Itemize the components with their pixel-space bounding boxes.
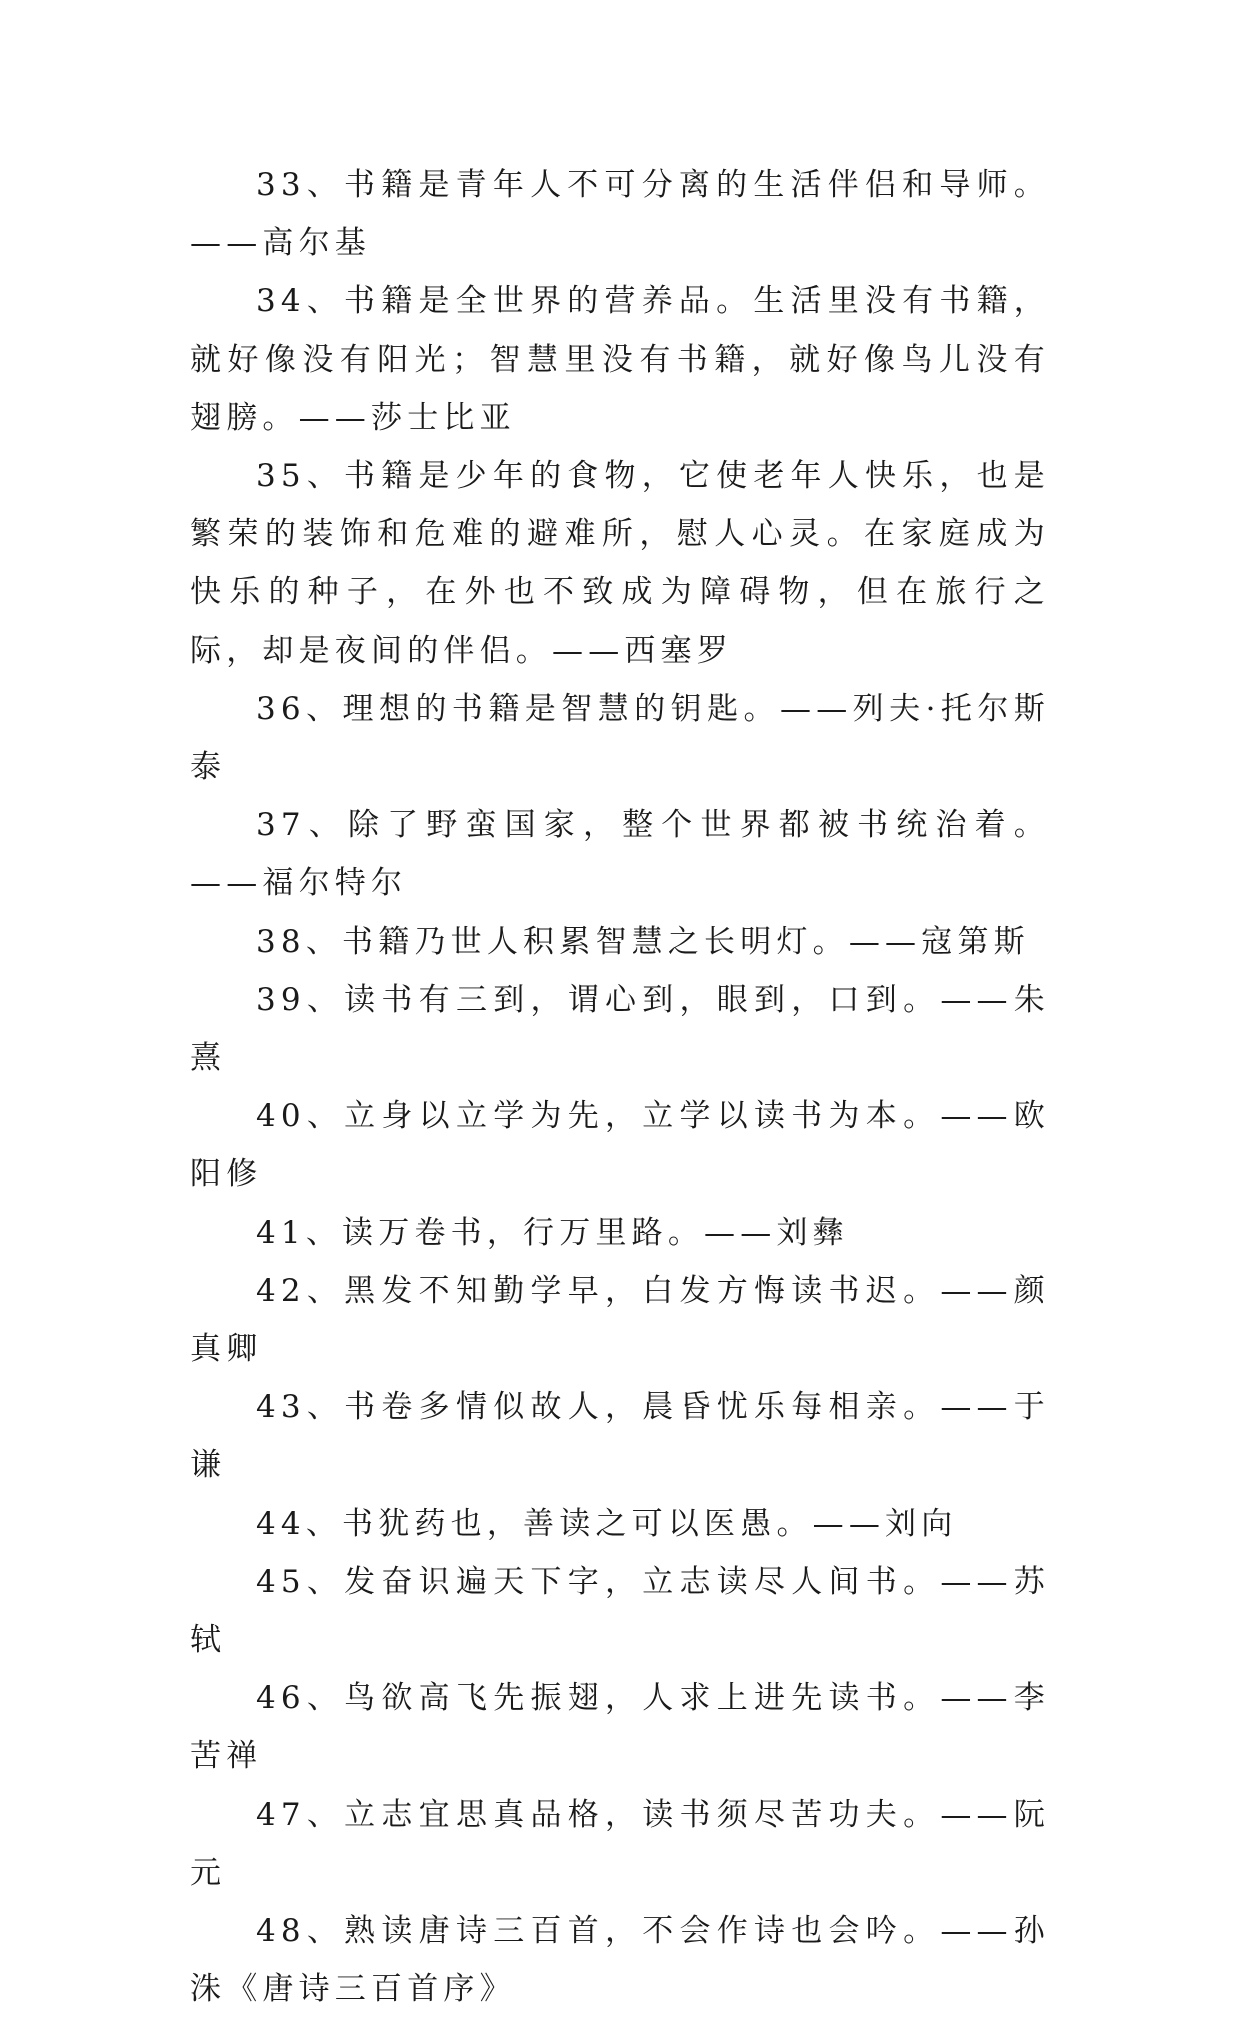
quote-40: 40、立身以立学为先，立学以读书为本。——欧阳修 bbox=[190, 1098, 1050, 1193]
quote-43: 43、书卷多情似故人，晨昏忧乐每相亲。——于谦 bbox=[190, 1389, 1050, 1484]
quote-39: 39、读书有三到，谓心到，眼到，口到。——朱熹 bbox=[190, 981, 1050, 1077]
document-page bbox=[190, 156, 1050, 2019]
quote-44: 44、书犹药也，善读之可以医愚。——刘向 bbox=[256, 1505, 958, 1542]
quote-45: 45、发奋识遍天下字，立志读尽人间书。——苏轼 bbox=[190, 1563, 1050, 1659]
quote-38: 38、书籍乃世人积累智慧之长明灯。——寇第斯 bbox=[256, 923, 1030, 960]
quote-46: 46、鸟欲高飞先振翅，人求上进先读书。——李苦禅 bbox=[190, 1680, 1050, 1775]
quote-41: 41、读万卷书，行万里路。——刘彝 bbox=[256, 1214, 849, 1251]
quote-37: 37、除了野蛮国家，整个世界都被书统治着。——福尔特尔 bbox=[190, 807, 1050, 902]
quote-47: 47、立志宜思真品格，读书须尽苦功夫。——阮元 bbox=[190, 1796, 1050, 1891]
quote-33: 33、书籍是青年人不可分离的生活伴侣和导师。——高尔基 bbox=[190, 167, 1050, 262]
quote-35: 35、书籍是少年的食物，它使老年人快乐，也是繁荣的装饰和危难的避难所，慰人心灵。在家庭成为快乐的种子，在外也不致成为障碍物，但在旅行之际，却是夜间的伴侣。——西塞罗 bbox=[190, 458, 1050, 669]
quote-48: 48、熟读唐诗三百首，不会作诗也会吟。——孙洙《唐诗三百首序》 bbox=[190, 1913, 1050, 2008]
quote-42: 42、黑发不知勤学早，白发方悔读书迟。——颜真卿 bbox=[190, 1272, 1050, 1368]
quote-36: 36、理想的书籍是智慧的钥匙。——列夫·托尔斯泰 bbox=[190, 690, 1050, 786]
quote-34: 34、书籍是全世界的营养品。生活里没有书籍，就好像没有阳光；智慧里没有书籍，就好像鸟儿没有翅膀。——莎士比亚 bbox=[190, 283, 1050, 436]
